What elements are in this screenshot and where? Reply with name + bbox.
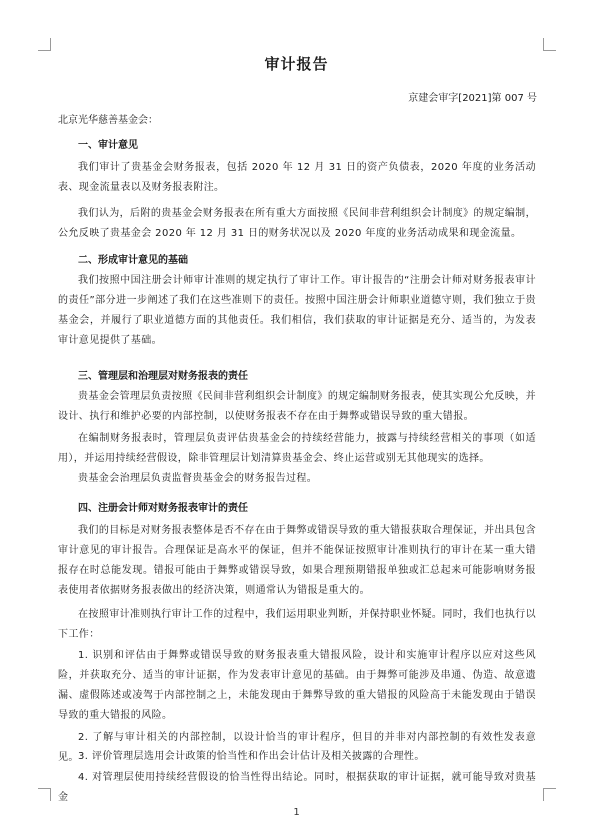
- reference-number: 京建会审字[2021]第 007 号: [408, 93, 537, 104]
- paragraph: 我们认为，后附的贵基金会财务报表在所有重大方面按照《民间非营利组织会计制度》的规定编制，公允反映了贵基金会 2020 年 12 月 31 日的财务状况以及 2020 年度的业务活动成果和现金流量。: [58, 208, 536, 239]
- section-heading-auditor-responsibility: 四、注册会计师对财务报表审计的责任: [78, 503, 248, 514]
- list-item: 4. 对管理层使用持续经营假设的恰当性得出结论。同时，根据获取的审计证据，就可能导致对贵基金: [58, 772, 536, 803]
- crop-mark-bottom-left: [38, 788, 51, 801]
- section-heading-basis: 二、形成审计意见的基础: [78, 255, 188, 266]
- list-item: 3. 评价管理层选用会计政策的恰当性和作出会计估计及相关披露的合理性。: [78, 751, 425, 762]
- section-heading-management-responsibility: 三、管理层和治理层对财务报表的责任: [78, 371, 248, 382]
- page-number: 1: [293, 807, 300, 818]
- list-item: 2. 了解与审计相关的内部控制，以设计恰当的审计程序，但目的并非对内部控制的有效性发表意见。: [58, 732, 536, 763]
- crop-mark-top-right: [543, 38, 556, 51]
- paragraph: 在按照审计准则执行审计工作的过程中，我们运用职业判断，并保持职业怀疑。同时，我们也执行以下工作：: [58, 609, 536, 640]
- document-title: 审计报告: [264, 55, 329, 73]
- paragraph: 贵基金会管理层负责按照《民间非营利组织会计制度》的规定编制财务报表，使其实现公允反映，并设计、执行和维护必要的内部控制，以使财务报表不存在由于舞弊或错误导致的重大错报。: [58, 391, 536, 422]
- addressee: 北京光华慈善基金会：: [58, 115, 158, 126]
- paragraph: 贵基金会治理层负责监督贵基金会的财务报告过程。: [78, 473, 318, 484]
- list-item: 1. 识别和评估由于舞弊或错误导致的财务报表重大错报风险，设计和实施审计程序以应对这些风险，并获取充分、适当的审计证据，作为发表审计意见的基础。由于舞弊可能涉及串通、伪造、故意遗漏、虚假陈述或凌驾于内部控制之上，未能发现由于舞弊导致的重大错报的风险高于未能发现由于错误导致的重大错报的风险。: [58, 650, 536, 721]
- crop-mark-top-left: [38, 38, 51, 51]
- paragraph: 在编制财务报表时，管理层负责评估贵基金会的持续经营能力，披露与持续经营相关的事项（如适用），并运用持续经营假设，除非管理层计划清算贵基金会、终止运营或别无其他现实的选择。: [58, 433, 536, 464]
- paragraph: 我们的目标是对财务报表整体是否不存在由于舞弊或错误导致的重大错报获取合理保证，并出具包含审计意见的审计报告。合理保证是高水平的保证，但并不能保证按照审计准则执行的审计在某一重大错报存在时总能发现。错报可能由于舞弊或错误导致，如果合理预期错报单独或汇总起来可能影响财务报表使用者依据财务报表做出的经济决策，则通常认为错报是重大的。: [58, 525, 536, 596]
- paragraph: 我们按照中国注册会计师审计准则的规定执行了审计工作。审计报告的“注册会计师对财务报表审计的责任”部分进一步阐述了我们在这些准则下的责任。按照中国注册会计师职业道德守则，我们独立于贵基金会，并履行了职业道德方面的其他责任。我们相信，我们获取的审计证据是充分、适当的，为发表审计意见提供了基础。: [58, 275, 536, 346]
- section-heading-audit-opinion: 一、审计意见: [78, 140, 138, 151]
- crop-mark-bottom-right: [543, 788, 556, 801]
- paragraph: 我们审计了贵基金会财务报表，包括 2020 年 12 月 31 日的资产负债表，2020 年度的业务活动表、现金流量表以及财务报表附注。: [58, 162, 536, 193]
